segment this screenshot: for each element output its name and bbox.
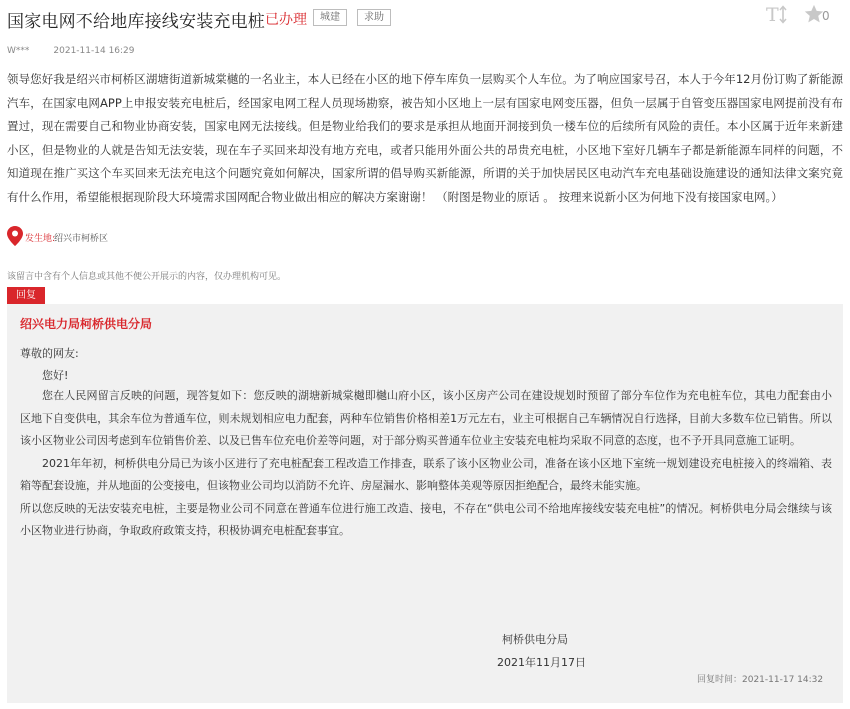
status-label: 已办理 (265, 12, 307, 28)
reply-paragraph: 您在人民网留言反映的问题，现答复如下：您反映的湖塘新城棠樾即樾山府小区，该小区房产公司在建设规划时预留了部分车位作为充电桩车位，其电力配套由小区地下自变供电，其余车位为普通车位，则未规划相应电力配套，两种车位销售价格相差1万元左右，业主可根据自己车辆情况自行选择，目前大多数车位已销售。所以该小区物业公司因考虑到车位销售价差、以及已售车位充电价差等问题，对于部分购买普通车位业主安装充电桩均采取不同意的态度，也不予开具同意施工证明。 (20, 389, 832, 447)
location-pin-icon (7, 226, 23, 246)
page-header (0, 0, 850, 36)
reply-tab: 回复 (7, 287, 45, 304)
text-size-icon[interactable] (766, 3, 790, 25)
tag-qiuzhu[interactable]: 求助 (357, 9, 391, 26)
tag-chengjian[interactable]: 城建 (313, 9, 347, 26)
author-name: W*** (7, 46, 30, 56)
privacy-notice: 该留言中含有个人信息或其他不便公开展示的内容，仅办理机构可见。 (7, 272, 287, 282)
location-value: 绍兴市柯桥区 (54, 234, 109, 244)
post-meta (7, 46, 135, 56)
message-body: 领导您好我是绍兴市柯桥区湖塘街道新城棠樾的一名业主，本人已经在小区的地下停车库负一层购买个人车位。为了响应国家号召，本人于今年12月份订购了新能源汽车，在国家电网APP上申报安装充电桩后，经国家电网工程人员现场勘察，被告知小区地上一层有国家电网变压器，但负一层属于自管变压器国家电网提前没有布置过，现在需要自己和物业协商安装，国家电网无法接线。但是物业给我们的要求是承担从地面开洞接到负一楼车位的后续所有风险的责任。本小区属于近年来新建小区，但是物业的人就是告知无法安装，现在车子买回来却没有地方充电，或者只能用外面公共的昂贵充电桩，小区地下室好几辆车子都是新能源车同样的问题，不知道现在推广买这个车买回来无法充电这个问题究竟如何解决，国家所谓的倡导购买新能源，所谓的关于加快居民区电动汽车充电基础设施建设的通知法律文案究竟有什么作用，希望能根据现阶段大环境需求国网配合物业做出相应的解决方案谢谢！ （附图是物业的原话 。 按理来说新小区为何地下没有接国家电网。） (7, 72, 843, 204)
location-label: 发生地: (25, 234, 56, 244)
reply-content (20, 385, 832, 543)
reply-organization: 绍兴电力局柯桥供电分局 (20, 317, 153, 331)
svg-text:T: T (766, 4, 779, 25)
reply-box (7, 304, 843, 703)
reply-sign-date: 2021年11月17日 (497, 656, 586, 669)
reply-signature: 柯桥供电分局 (502, 633, 568, 646)
like-count: 0 (822, 9, 830, 23)
reply-greeting: 尊敬的网友: (20, 347, 79, 360)
post-time: 2021-11-14 16:29 (53, 46, 135, 56)
reply-paragraph: 所以您反映的无法安装充电桩，主要是物业公司不同意在普通车位进行施工改造、接电，不存在“供电公司不给地库接线安装充电桩”的情况。柯桥供电分局会继续与该小区物业进行协商，争取政府政策支持，积极协调充电桩配套事宜。 (20, 501, 832, 537)
reply-paragraph: 2021年年初，柯桥供电分局已为该小区进行了充电桩配套工程改造工作排查，联系了该小区物业公司，准备在该小区地下室统一规划建设充电桩接入的终端箱、表箱等配套设施，并从地面的公变接电，但该物业公司均以消防不允许、房屋漏水、影响整体美观等原因拒绝配合，最终未能实施。 (20, 456, 832, 492)
reply-hello: 您好! (42, 369, 69, 382)
reply-time: 回复时间：2021-11-17 14:32 (697, 675, 824, 685)
page-title: 国家电网不给地库接线安装充电桩 (7, 12, 265, 32)
